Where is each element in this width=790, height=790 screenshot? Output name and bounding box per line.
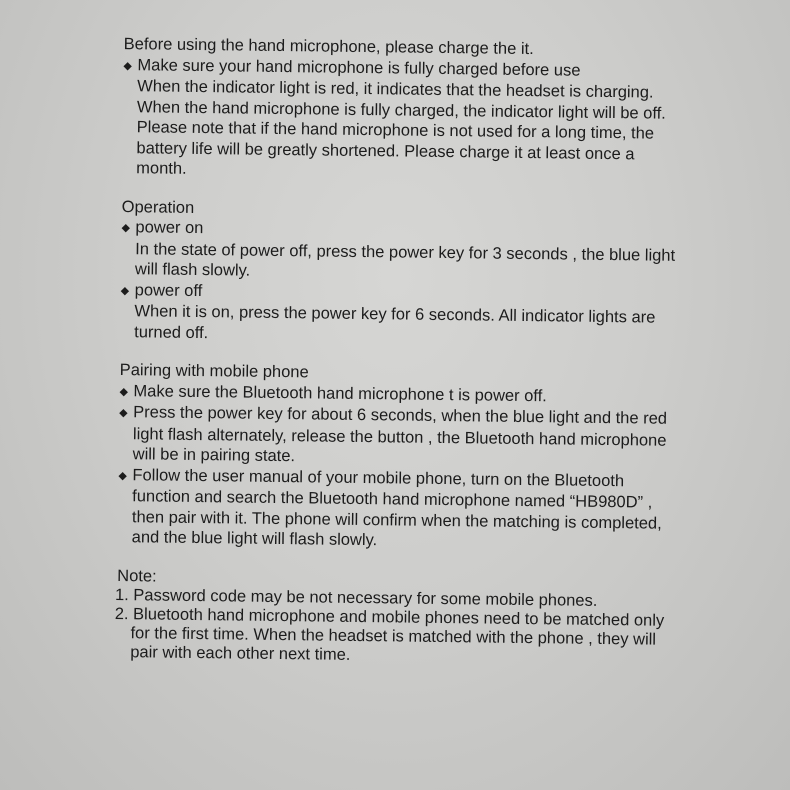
operation-heading: Operation (121, 197, 195, 217)
diamond-bullet-icon: ◆ (123, 59, 133, 72)
charging-section (116, 34, 678, 185)
charging-bullet-text: Make sure your hand microphone is fully charged before use (137, 55, 581, 80)
pairing-step-text: Follow the user manual of your mobile phone, turn on the Bluetooth function and search the Bluetooth hand microphone named “HB980D” , then pair with it. The phone will confirm when the matching is completed, and the blue light will flash slowly. (131, 465, 662, 550)
diamond-bullet-icon: ◆ (119, 407, 128, 420)
pairing-step-text: Make sure the Bluetooth hand microphone t is power off. (133, 381, 547, 405)
note-item: 2. Bluetooth hand microphone and mobile phones need to be matched only for the first time. When the headset is matched with the phone , they will pair with each other next time. (114, 605, 665, 664)
instruction-page (109, 22, 678, 774)
power-on-text: In the state of power off, press the power key for 3 seconds , the blue light will flash slowly. (134, 239, 676, 280)
pairing-heading: Pairing with mobile phone (119, 361, 309, 382)
diamond-bullet-icon: ◆ (120, 284, 130, 297)
diamond-bullet-icon: ◆ (121, 222, 131, 235)
operation-section (114, 196, 676, 348)
diamond-bullet-icon: ◆ (119, 385, 129, 398)
note-section (110, 565, 671, 668)
note-heading: Note: (117, 566, 157, 586)
pairing-step (113, 402, 674, 471)
power-off-label: power off (134, 280, 203, 300)
charging-body: When the indicator light is red, it indicates that the headset is charging. When the hand microphone is fully charged, the indicator light will be off. Please note that if the hand microphone is not used for a long time, the battery life will be greatly shortened. Please charge it at least once a month. (136, 77, 666, 178)
pairing-step-text: Press the power key for about 6 seconds, when the blue light and the red light flash alternately, release the button , the Bluetooth hand microphone will be in pairing state. (132, 403, 668, 466)
pairing-step (112, 464, 673, 554)
diamond-bullet-icon: ◆ (118, 469, 128, 482)
charging-heading: Before using the hand microphone, please charge the it. (123, 35, 534, 59)
power-off-text: When it is on, press the power key for 6 seconds. All indicator lights are turned off. (134, 302, 656, 342)
pairing-section (112, 360, 674, 554)
note-item: 1. Password code may be not necessary for some mobile phones. (114, 586, 598, 610)
power-on-label: power on (135, 218, 204, 238)
